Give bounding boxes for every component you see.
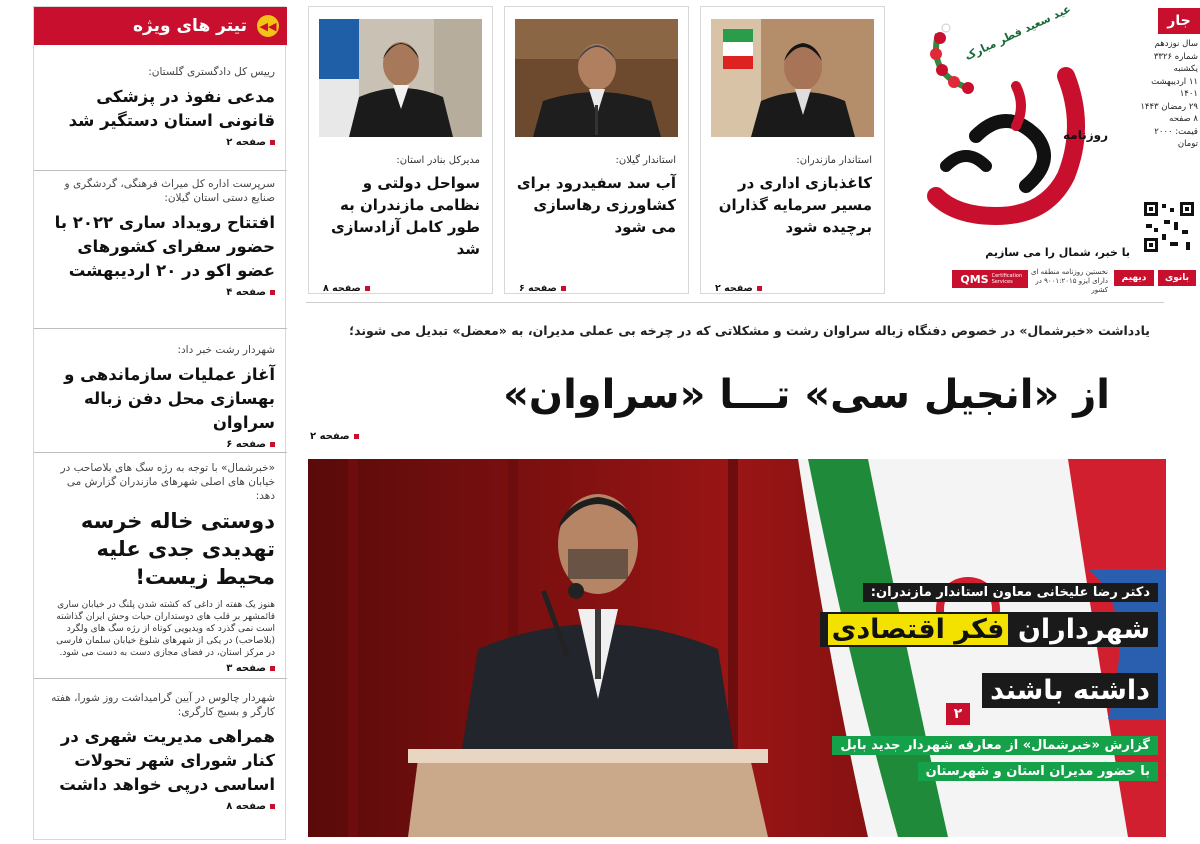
meta-weekday: یکشنبه — [1173, 64, 1198, 74]
tag-deyhim: دیهیم — [1114, 270, 1154, 286]
sidebar-header — [34, 7, 287, 45]
issue-meta — [1138, 38, 1198, 151]
meta-date-fa: ۱۱ اردیبهشت ۱۴۰۱ — [1151, 76, 1198, 99]
page-ref: صفحه ۳ — [226, 663, 266, 674]
masthead — [888, 2, 1200, 294]
logo-small-word: روزنامه — [1063, 128, 1108, 142]
newspaper-logo — [916, 66, 1126, 236]
lead-kicker: یادداشت «خبرشمال» در خصوص دفنگاه زباله سراوان رشت و مشکلاتی که در چرخه بی عملی مدیران، به «معضل» تبدیل می شوند؛ — [349, 323, 1150, 338]
page-ref: صفحه ۶ — [226, 439, 266, 450]
divider — [306, 302, 1164, 303]
card-title: آب سد سفیدرود برای کشاورزی رهاسازی می شود — [516, 174, 676, 236]
edition-badge: جار — [1158, 8, 1200, 34]
card-title: سواحل دولتی و نظامی مازندران به طور کامل آزادسازی شد — [330, 174, 480, 258]
photo-report-line1: گزارش «خبرشمال» از معارفه شهردار جدید بابل — [832, 736, 1158, 755]
qms-label: QMS — [960, 272, 989, 286]
sidebar-item[interactable] — [34, 343, 287, 453]
item-kicker: «خبرشمال» با توجه به رژه سگ های بلاصاحب در خیابان های اصلی شهرهای مازندران گزارش می دهد: — [60, 462, 275, 502]
item-headline: مدعی نفوذ در پزشکی قانونی استان دستگیر شد — [68, 87, 275, 130]
double-chevron-icon: ◀◀ — [257, 15, 279, 37]
sidebar-title: تیتر های ویژه — [133, 16, 247, 36]
sidebar-item[interactable] — [34, 177, 287, 329]
photo-headline-line1 — [820, 612, 1158, 647]
qms-badge — [952, 270, 1028, 288]
meta-price: قیمت: ۲۰۰۰ تومان — [1154, 126, 1198, 149]
page-ref: صفحه ۸ — [226, 801, 266, 812]
news-card[interactable] — [308, 6, 493, 294]
page-ref: صفحه ۲ — [310, 431, 350, 442]
eid-greeting: عید سعید فطر مبارک — [962, 2, 1073, 63]
item-kicker: شهردار رشت خبر داد: — [177, 344, 275, 356]
photo-kicker: دکتر رضا علیخانی معاون استاندار مازندران: — [863, 583, 1158, 602]
meta-date-hijri: ۲۹ رمضان ۱۴۴۳ — [1140, 101, 1198, 112]
headline-part-a: شهرداران — [1008, 614, 1150, 645]
page-ref: صفحه ۴ — [226, 287, 266, 298]
meta-year: سال نوزدهم — [1154, 39, 1198, 49]
card-kicker: مدیرکل بنادر استان: — [396, 155, 480, 166]
qr-code — [1142, 200, 1196, 254]
meta-issue: شماره ۳۳۲۶ — [1153, 51, 1198, 62]
item-kicker: سرپرست اداره کل میراث فرهنگی، گردشگری و صنایع دستی استان گیلان: — [64, 178, 275, 204]
qms-small: Certification Services — [991, 273, 1023, 285]
card-photo — [711, 19, 874, 137]
item-kicker: شهردار چالوس در آیین گرامیداشت روز شورا، هفته کارگر و بسیج کارگری: — [51, 692, 275, 718]
page-ref: صفحه ۶ — [519, 283, 557, 294]
card-photo — [515, 19, 678, 137]
tag-banoo: بانوی — [1158, 270, 1196, 286]
special-headlines-sidebar — [33, 6, 286, 840]
photo-headline-line2: داشته باشند — [982, 673, 1158, 708]
item-headline: همراهی مدیریت شهری در کنار شورای شهر تحولات اساسی درپی خواهد داشت — [59, 727, 275, 794]
card-kicker: استاندار مازندران: — [796, 155, 872, 166]
news-card[interactable] — [504, 6, 689, 294]
page-ref: صفحه ۲ — [226, 137, 266, 148]
iso-text: نخستین روزنامه منطقه ای دارای ایزو ۹۰۰۱:۲۰۱۵ در کشور — [1031, 268, 1108, 294]
headline-highlight: فکر اقتصادی — [828, 614, 1009, 645]
lead-title[interactable]: از «انجیل سی» تـــا «سراوان» — [503, 372, 1110, 418]
sidebar-item[interactable] — [34, 65, 287, 171]
card-photo — [319, 19, 482, 137]
page-number-badge: ۲ — [946, 703, 970, 725]
item-headline: افتتاح رویداد ساری ۲۰۲۲ با حضور سفرای کشورهای عضو اکو در ۲۰ اردیبهشت — [54, 213, 275, 280]
card-title: کاغذبازی اداری در مسیر سرمایه گذاران برچیده شود — [718, 174, 872, 236]
slogan: با خبر، شمال را می سازیم — [985, 246, 1130, 259]
item-headline: آغاز عملیات سازماندهی و بهسازی محل دفن زباله سراوان — [64, 365, 275, 432]
page-ref: صفحه ۲ — [715, 283, 753, 294]
meta-pages: ۸ صفحه — [1169, 114, 1198, 124]
sidebar-item[interactable] — [34, 461, 287, 679]
news-card[interactable] — [700, 6, 885, 294]
sidebar-item[interactable] — [34, 691, 287, 831]
page-ref: صفحه ۸ — [323, 283, 361, 294]
photo-report-line2: با حضور مدیران استان و شهرستان — [918, 762, 1158, 781]
item-kicker: رییس کل دادگستری گلستان: — [148, 66, 275, 78]
card-kicker: استاندار گیلان: — [615, 155, 676, 166]
item-body: هنوز یک هفته از داغی که کشته شدن پلنگ در خیابان ساری قائمشهر بر قلب های دوستداران حیات وحش ایران گذاشته است نمی گذرد که ویدیویی کوتاه از رژه سگ های ولگرد (بلاصاحب) در یکی از شهرهای شلوغ خیابان سلمان فارسی در مرکز استان، در فضای مجازی دست به دست می شود. — [56, 600, 275, 658]
item-headline: دوستی خاله خرسه تهدیدی جدی علیه محیط زیست! — [80, 509, 275, 589]
